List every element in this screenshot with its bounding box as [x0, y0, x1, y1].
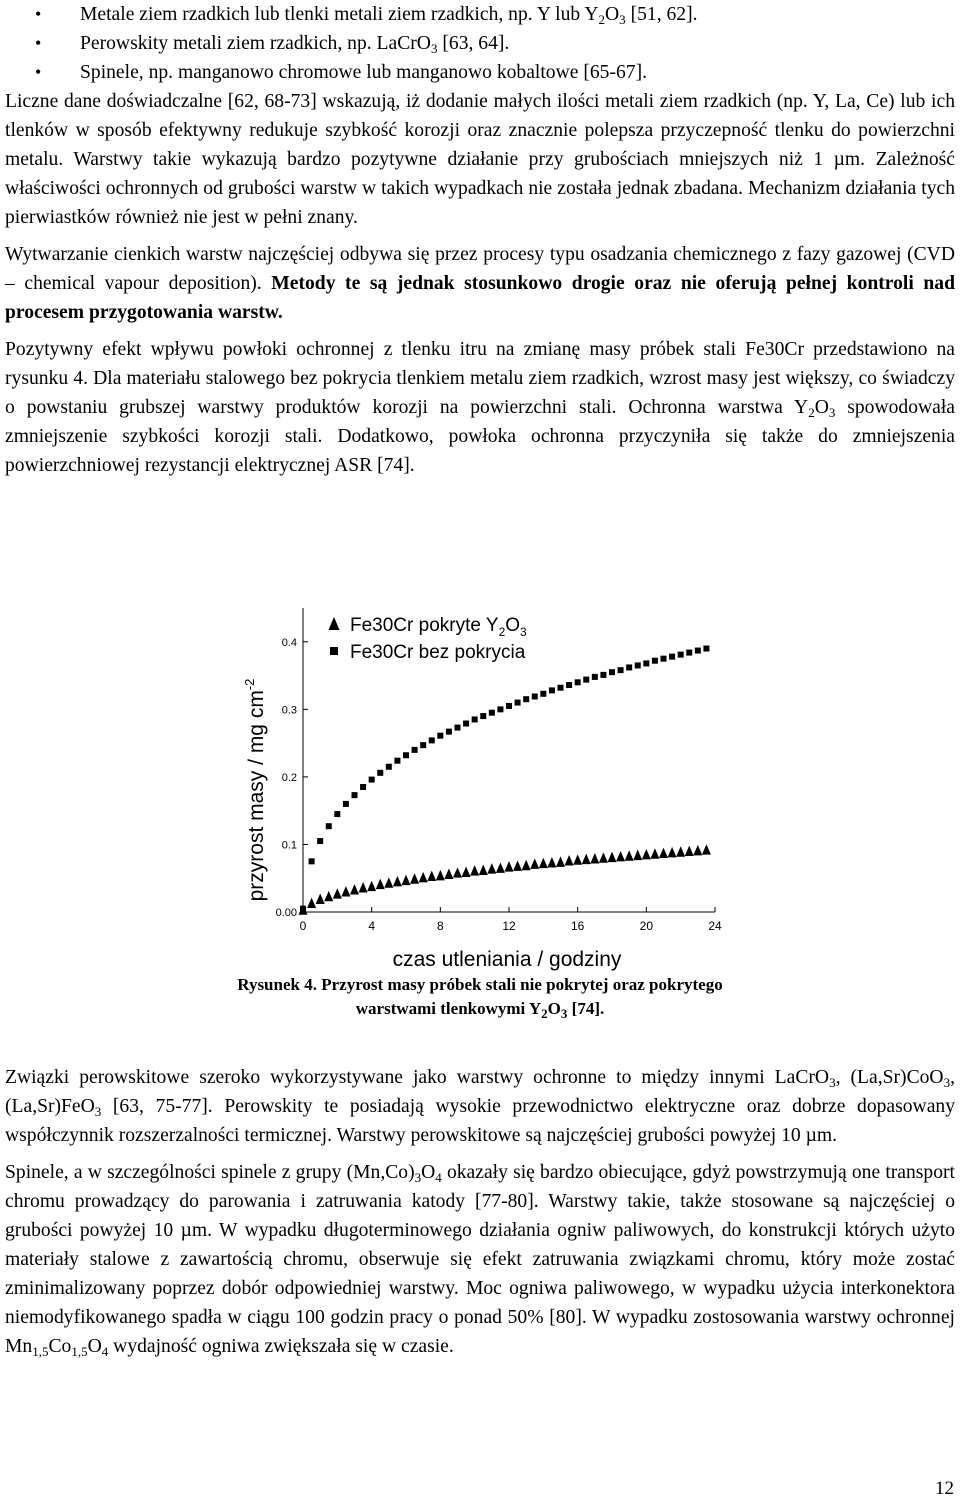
data-point-uncoated	[575, 679, 581, 685]
x-tick-label: 24	[708, 919, 722, 933]
data-point-uncoated	[343, 801, 349, 807]
data-point-uncoated	[420, 742, 426, 748]
data-point-uncoated	[540, 691, 546, 697]
data-point-coated	[556, 856, 565, 866]
data-point-uncoated	[437, 733, 443, 739]
legend-marker-triangle	[329, 617, 340, 630]
data-point-coated	[316, 894, 325, 904]
paragraph-figure-ref: Pozytywny efekt wpływu powłoki ochronnej z tlenku itru na zmianę masy próbek stali Fe30Cr przedstawiono na rysunku 4. Dla materiału stalowego bez pokrycia tlenkiem metalu ziem rzadkich, wzrost masy jest większy, co świadczy o powstaniu grubszej warstwy produktów korozji na powierzchni stali. Ochronna warstwa $Y_2O_3$ spowodowała zmniejszenie szybkości korozji stali. Dodatkowo, powłoka ochronna przyczyniła się także do zmniejszenia powierzchniowej rezystancji elektrycznej ASR [74].	[5, 339, 955, 476]
data-point-coated	[307, 898, 316, 908]
bullet-item: • Metale ziem rzadkich lub tlenki metali ziem rzadkich, np. Y lub $Y_2O_3$ [51, 62].	[5, 0, 955, 29]
data-point-uncoated	[523, 696, 529, 702]
data-point-uncoated	[635, 662, 641, 668]
data-point-coated	[444, 869, 453, 879]
y-tick-label: 0.2	[281, 771, 297, 784]
data-point-uncoated	[412, 747, 418, 753]
data-point-coated	[590, 853, 599, 863]
data-point-coated	[539, 858, 548, 868]
figure-mass-gain-chart	[225, 600, 745, 975]
paragraph-spinels: Spinele, a w szczególności spinele z grupy $(Mn,Co)_3O_4$ okazały się bardzo obiecujące, gdyż powstrzymują one transport chromu prowadzący do parowania i zatruwania katody [77-80]. Warstwy takie, także stosowane są najczęściej o grubości powyżej 10 µm. W wypadku długoterminowego działania ogniw paliwowych, do konstrukcji których użyto materiały stalowe z zawartością chromu, obserwuje się efekt zatruwania związkami chromu, który może zostać zminimalizowany poprzez dobór odpowiedniej warstwy. Moc ogniwa paliwowego, w wypadku użycia interkonektora niemodyfikowanego spadła w ciągu 100 godzin pracy o ponad 50% [80]. W wypadku zostosowania warstwy ochronnej $Mn_{1,5}Co_{1,5}O_4$ wydajność ogniwa zwiększała się w czasie.	[5, 1162, 955, 1359]
data-point-coated	[419, 872, 428, 882]
data-point-coated	[402, 875, 411, 885]
data-point-coated	[341, 886, 350, 896]
data-point-coated	[410, 873, 419, 883]
data-point-uncoated	[583, 677, 589, 683]
data-point-coated	[393, 876, 402, 886]
data-point-coated	[608, 852, 617, 862]
data-point-uncoated	[695, 648, 701, 654]
data-point-uncoated	[369, 777, 375, 783]
data-point-coated	[479, 864, 488, 874]
data-point-coated	[496, 862, 505, 872]
data-point-uncoated	[403, 752, 409, 758]
legend	[350, 615, 527, 663]
data-point-uncoated	[609, 669, 615, 675]
data-point-coated	[650, 848, 659, 858]
x-tick-label: 20	[639, 919, 654, 933]
y-tick-label: 0.3	[281, 704, 297, 717]
data-point-uncoated	[600, 672, 606, 678]
data-point-uncoated	[334, 811, 340, 817]
data-point-uncoated	[429, 737, 435, 743]
data-point-uncoated	[326, 823, 332, 829]
paragraph-rare-earth: Liczne dane doświadczalne [62, 68-73] wskazują, iż dodanie małych ilości metali ziem rzadkich (np. Y, La, Ce) lub ich tlenków w sposób efektywny redukuje szybkość korozji oraz znacznie polepsza przyczepność tlenku do powierzchni metalu. Warstwy takie wykazują bardzo pozytywne działanie przy grubościach mniejszych niż 1 µm. Zależność właściwości ochronnych od grubości warstw w takich wypadkach nie została jednak zbadana. Mechanizm działania tych pierwiastków również nie jest w pełni znany.	[5, 91, 955, 228]
y-tick-label: 0.00	[275, 907, 297, 919]
y-tick-label: 0.1	[281, 839, 297, 852]
page-body	[5, 0, 955, 480]
data-point-uncoated	[394, 758, 400, 764]
data-point-coated	[693, 845, 702, 855]
data-point-coated	[702, 844, 711, 854]
data-point-uncoated	[480, 713, 486, 719]
data-point-uncoated	[489, 710, 495, 716]
figure-caption: Rysunek 4. Przyrost masy próbek stali nie pokrytej oraz pokrytego warstwami tlenkowymi $Y_2O_3$ [74].	[237, 975, 723, 1021]
data-point-coated	[668, 847, 677, 857]
data-point-uncoated	[497, 706, 503, 712]
data-point-coated	[685, 846, 694, 856]
page-number: 12	[935, 1478, 954, 1499]
data-point-coated	[487, 863, 496, 873]
x-tick-label: 12	[502, 919, 516, 933]
legend-label-uncoated: Fe30Cr bez pokrycia	[350, 642, 526, 663]
data-point-coated	[573, 854, 582, 864]
data-point-uncoated	[566, 682, 572, 688]
data-point-coated	[505, 861, 514, 871]
data-point-coated	[333, 888, 342, 898]
paragraph-cvd: Wytwarzanie cienkich warstw najczęściej odbywa się przez procesy typu osadzania chemicznego z fazy gazowej (CVD – chemical vapour deposition). Metody te są jednak stosunkowo drogie oraz nie oferują pełnej kontroli nad procesem przygotowania warstw.	[5, 244, 955, 323]
x-tick-label: 8	[436, 919, 444, 933]
bullet-item: • Spinele, np. manganowo chromowe lub manganowo kobaltowe [65-67].	[5, 58, 955, 87]
data-point-uncoated	[686, 650, 692, 656]
data-point-uncoated	[377, 770, 383, 776]
data-point-uncoated	[455, 725, 461, 731]
data-point-uncoated	[515, 700, 521, 706]
data-point-coated	[462, 867, 471, 877]
legend-label-coated: Fe30Cr pokryte $Y_2O_3$	[350, 615, 527, 639]
data-point-uncoated	[360, 784, 366, 790]
data-point-coated	[299, 904, 308, 914]
data-point-uncoated	[643, 660, 649, 666]
y-tick-label: 0.4	[281, 636, 297, 649]
data-point-coated	[376, 879, 385, 889]
data-point-coated	[453, 867, 462, 877]
data-point-uncoated	[703, 646, 709, 652]
data-point-coated	[522, 860, 531, 870]
data-point-coated	[436, 870, 445, 880]
data-point-coated	[384, 877, 393, 887]
data-point-coated	[625, 850, 634, 860]
data-point-uncoated	[549, 687, 555, 693]
data-point-coated	[582, 854, 591, 864]
data-point-uncoated	[661, 656, 667, 662]
x-tick-label: 16	[570, 919, 585, 933]
data-point-coated	[616, 851, 625, 861]
data-point-coated	[350, 884, 359, 894]
data-point-coated	[513, 860, 522, 870]
data-point-coated	[367, 881, 376, 891]
x-tick-label: 0	[299, 919, 307, 933]
data-point-coated	[659, 848, 668, 858]
data-point-uncoated	[652, 658, 658, 664]
data-point-uncoated	[317, 838, 323, 844]
data-point-coated	[359, 882, 368, 892]
data-point-uncoated	[558, 685, 564, 691]
data-point-uncoated	[532, 693, 538, 699]
data-point-coated	[470, 865, 479, 875]
data-point-uncoated	[678, 652, 684, 658]
x-tick-label: 4	[368, 919, 376, 933]
y-axis-label: przyrost masy / mg $cm^{-2}$	[242, 678, 268, 902]
data-point-uncoated	[592, 674, 598, 680]
data-point-coated	[547, 857, 556, 867]
bullet-item: • Perowskity metali ziem rzadkich, np. LaCrO$_3$ [63, 64].	[5, 29, 955, 58]
data-point-uncoated	[506, 703, 512, 709]
x-axis-label: czas utleniania / godziny	[392, 948, 622, 971]
data-point-coated	[676, 846, 685, 856]
page-body-lower	[5, 1063, 955, 1361]
data-point-coated	[633, 850, 642, 860]
paragraph-perovskites: Związki perowskitowe szeroko wykorzystywane jako warstwy ochronne to między innymi LaCrO$_3$, (La,Sr)CoO$_3$, (La,Sr)FeO$_3$ [63, 75-77]. Perowskity te posiadają wysokie przewodnictwo elektryczne oraz dobrze dopasowany współczynnik rozszerzalności termicznej. Warstwy perowskitowe są najczęściej grubości powyżej 10 µm.	[5, 1067, 955, 1146]
data-point-coated	[530, 858, 539, 868]
bullet-list	[5, 0, 955, 87]
data-point-uncoated	[472, 716, 478, 722]
data-point-uncoated	[626, 664, 632, 670]
data-point-coated	[599, 852, 608, 862]
data-point-uncoated	[669, 654, 675, 660]
data-point-coated	[324, 891, 333, 901]
data-point-uncoated	[309, 858, 315, 864]
data-point-coated	[642, 849, 651, 859]
data-point-uncoated	[352, 792, 358, 798]
data-point-uncoated	[463, 721, 469, 727]
data-point-uncoated	[618, 667, 624, 673]
data-point-coated	[565, 855, 574, 865]
data-point-coated	[427, 871, 436, 881]
chart-svg	[225, 600, 745, 975]
data-point-uncoated	[386, 764, 392, 770]
data-point-uncoated	[446, 729, 452, 735]
legend-marker-square	[330, 647, 338, 655]
